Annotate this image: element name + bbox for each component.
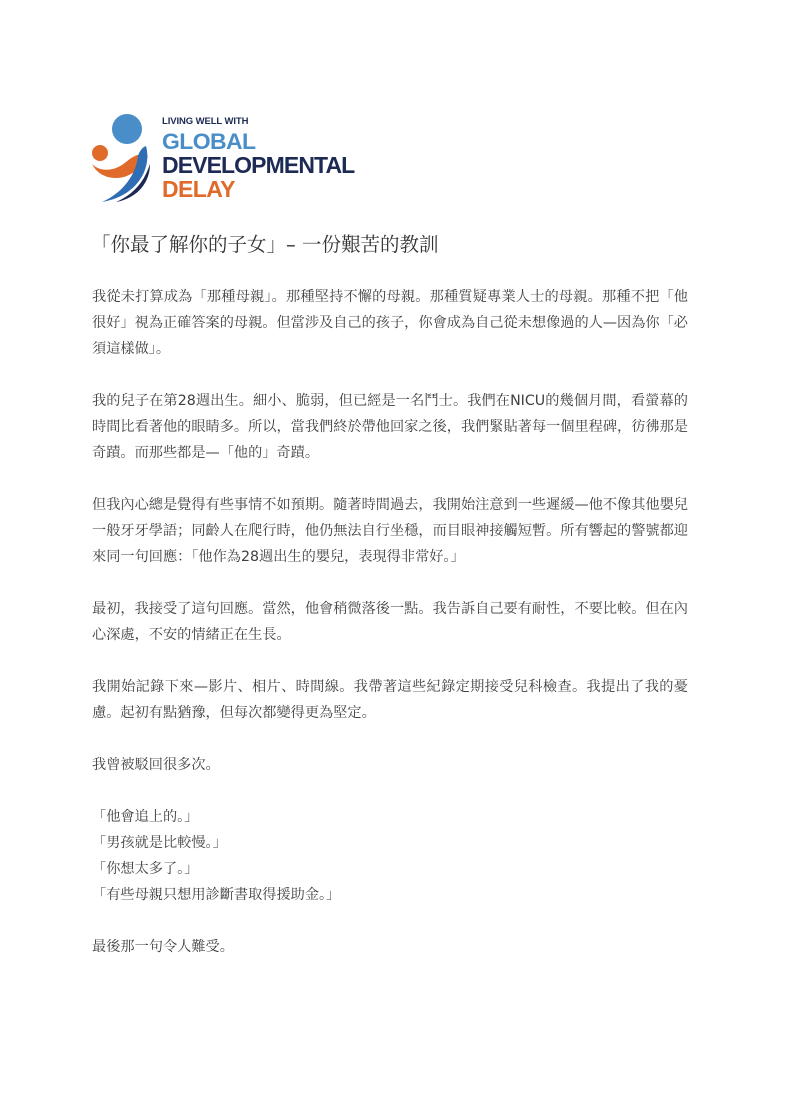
logo-word-developmental: DEVELOPMENTAL: [162, 151, 355, 178]
closing-paragraph: 最後那一句令人難受。: [92, 939, 234, 955]
article-body: [92, 284, 688, 986]
logo-word-delay: DELAY: [162, 175, 235, 202]
quote-list: [92, 804, 688, 908]
logo: [90, 112, 354, 204]
quote: 「你想太多了。」: [92, 861, 199, 877]
page-title: 「你最了解你的子女」– 一份艱苦的教訓: [91, 233, 439, 256]
logo-wordmark: [162, 117, 354, 201]
paragraph: 但我內心總是覺得有些事情不如預期。隨著時間過去，我開始注意到一些遲緩—他不像其他嬰兒一般牙牙學語；同齡人在爬行時，他仍無法自行坐穩，而目眼神接觸短暫。所有響起的警號都迎來同一句回應：「他作為28週出生的嬰兒，表現得非常好。」: [92, 497, 688, 565]
logo-word-global: GLOBAL: [162, 127, 256, 154]
paragraph: 我的兒子在第28週出生。細小、脆弱，但已經是一名鬥士。我們在NICU的幾個月間，看螢幕的時間比看著他的眼睛多。所以，當我們終於帶他回家之後，我們緊貼著每一個里程碑，彷彿那是奇蹟。而那些都是—「他的」奇蹟。: [92, 393, 688, 461]
paragraph: 最初，我接受了這句回應。當然，他會稍微落後一點。我告訴自己要有耐性，不要比較。但在內心深處，不安的情緒正在生長。: [92, 601, 688, 643]
paragraph: 我曾被駁回很多次。: [92, 757, 220, 773]
paragraph: 我從未打算成為「那種母親」。那種堅持不懈的母親。那種質疑專業人士的母親。那種不把「他很好」視為正確答案的母親。但當涉及自己的孩子，你會成為自己從未想像過的人—因為你「必須這樣做」。: [92, 289, 688, 357]
quote: 「有些母親只想用診斷書取得援助金。」: [92, 887, 341, 903]
quote: 「他會追上的。」: [92, 809, 199, 825]
quote: 「男孩就是比較慢。」: [92, 835, 227, 851]
paragraph: 我開始記錄下來—影片、相片、時間線。我帶著這些紀錄定期接受兒科檢查。我提出了我的憂慮。起初有點猶豫，但每次都變得更為堅定。: [92, 679, 688, 721]
logo-figure-icon: [90, 112, 154, 204]
logo-tagline: LIVING WELL WITH: [162, 116, 249, 127]
